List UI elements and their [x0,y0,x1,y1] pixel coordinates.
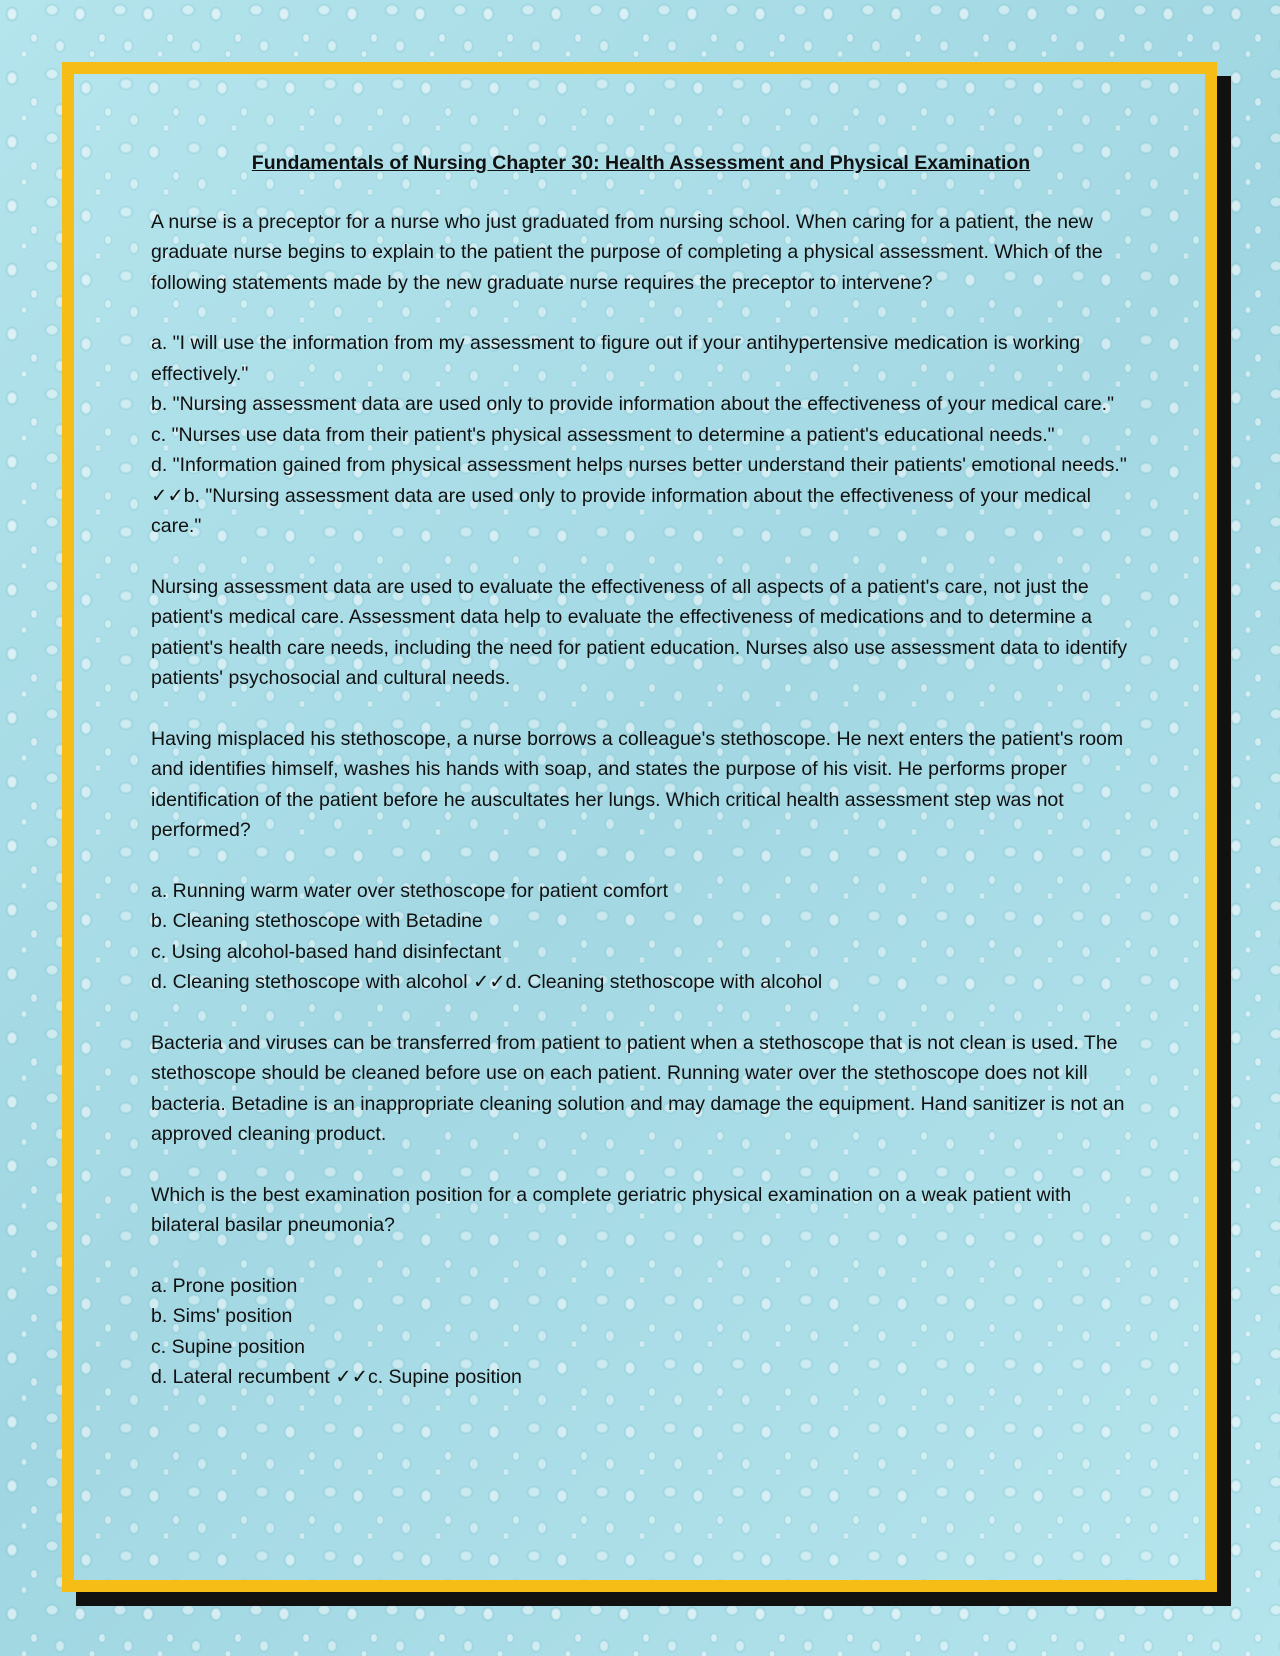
document-content [151,148,1131,1423]
question-1-option-a: a. "I will use the information from my assessment to figure out if your antihypertensive medication is working effectively." [151,332,1081,385]
question-3-stem: Which is the best examination position for a complete geriatric physical examination on a weak patient with bilateral basilar pneumonia? [151,1183,1072,1236]
question-2-option-d: d. Cleaning stethoscope with alcohol [151,971,468,993]
question-2-options [151,876,1131,998]
question-3-option-d-line [151,1362,1131,1393]
question-1-option-b: b. "Nursing assessment data are used only to provide information about the effectiveness of your medical care." [151,393,1115,415]
question-3-answer: c. Supine position [367,1366,522,1388]
question-2-rationale: Bacteria and viruses can be transferred from patient to patient when a stethoscope that is not clean is used. The stethoscope should be cleaned before use on each patient. Running water over the stethoscope does not kill bacteria. Betadine is an inappropriate cleaning solution and may damage the equipment. Hand sanitizer is not an approved cleaning product. [151,1031,1125,1145]
question-1-stem: A nurse is a preceptor for a nurse who just graduated from nursing school. When caring for a patient, the new graduate nurse begins to explain to the patient the purpose of completing a physical assessment. Which of the following statements made by the new graduate nurse requires the preceptor to intervene? [151,210,1103,294]
question-3-option-b: b. Sims' position [151,1305,293,1327]
question-2-option-b: b. Cleaning stethoscope with Betadine [151,910,483,932]
question-2-stem: Having misplaced his stethoscope, a nurse borrows a colleague's stethoscope. He next enters the patient's room and identifies himself, washes his hands with soap, and states the purpose of his visit. He performs proper identification of the patient before he auscultates her lungs. Which critical health assessment step was not performed? [151,727,1124,841]
question-3-option-a: a. Prone position [151,1274,298,1297]
document-title: Fundamentals of Nursing Chapter 30: Health Assessment and Physical Examination [251,152,1031,174]
question-3-option-d: d. Lateral recumbent [151,1366,330,1388]
question-2-option-c: c. Using alcohol-based hand disinfectant [151,940,502,963]
question-1-option-d: d. "Information gained from physical assessment helps nurses better understand their patients' emotional needs." [151,454,1127,476]
question-1-option-d-line [151,450,1131,542]
question-2-option-a: a. Running warm water over stethoscope for patient comfort [151,879,668,902]
question-2-answer: d. Cleaning stethoscope with alcohol [505,971,823,993]
question-1-option-c: c. "Nurses use data from their patient's physical assessment to determine a patient's educational needs." [151,423,1055,446]
check-mark-icon: ✓✓ [335,1366,368,1388]
check-mark-icon: ✓✓ [151,484,184,507]
question-1-options [151,328,1131,542]
question-2-option-d-line [151,967,1131,998]
question-3-option-c: c. Supine position [151,1335,305,1358]
check-mark-icon: ✓✓ [472,971,506,993]
question-1-rationale: Nursing assessment data are used to evaluate the effectiveness of all aspects of a patient's care, not just the patient's medical care. Assessment data help to evaluate the effectiveness of medications and to determine a patient's health care needs, including the need for patient education. Nurses also use assessment data to identify patients' psychosocial and cultural needs. [151,575,1128,689]
question-3-options [151,1271,1131,1393]
question-1-answer: b. "Nursing assessment data are used only to provide information about the effectiveness of your medical care." [151,484,1091,537]
